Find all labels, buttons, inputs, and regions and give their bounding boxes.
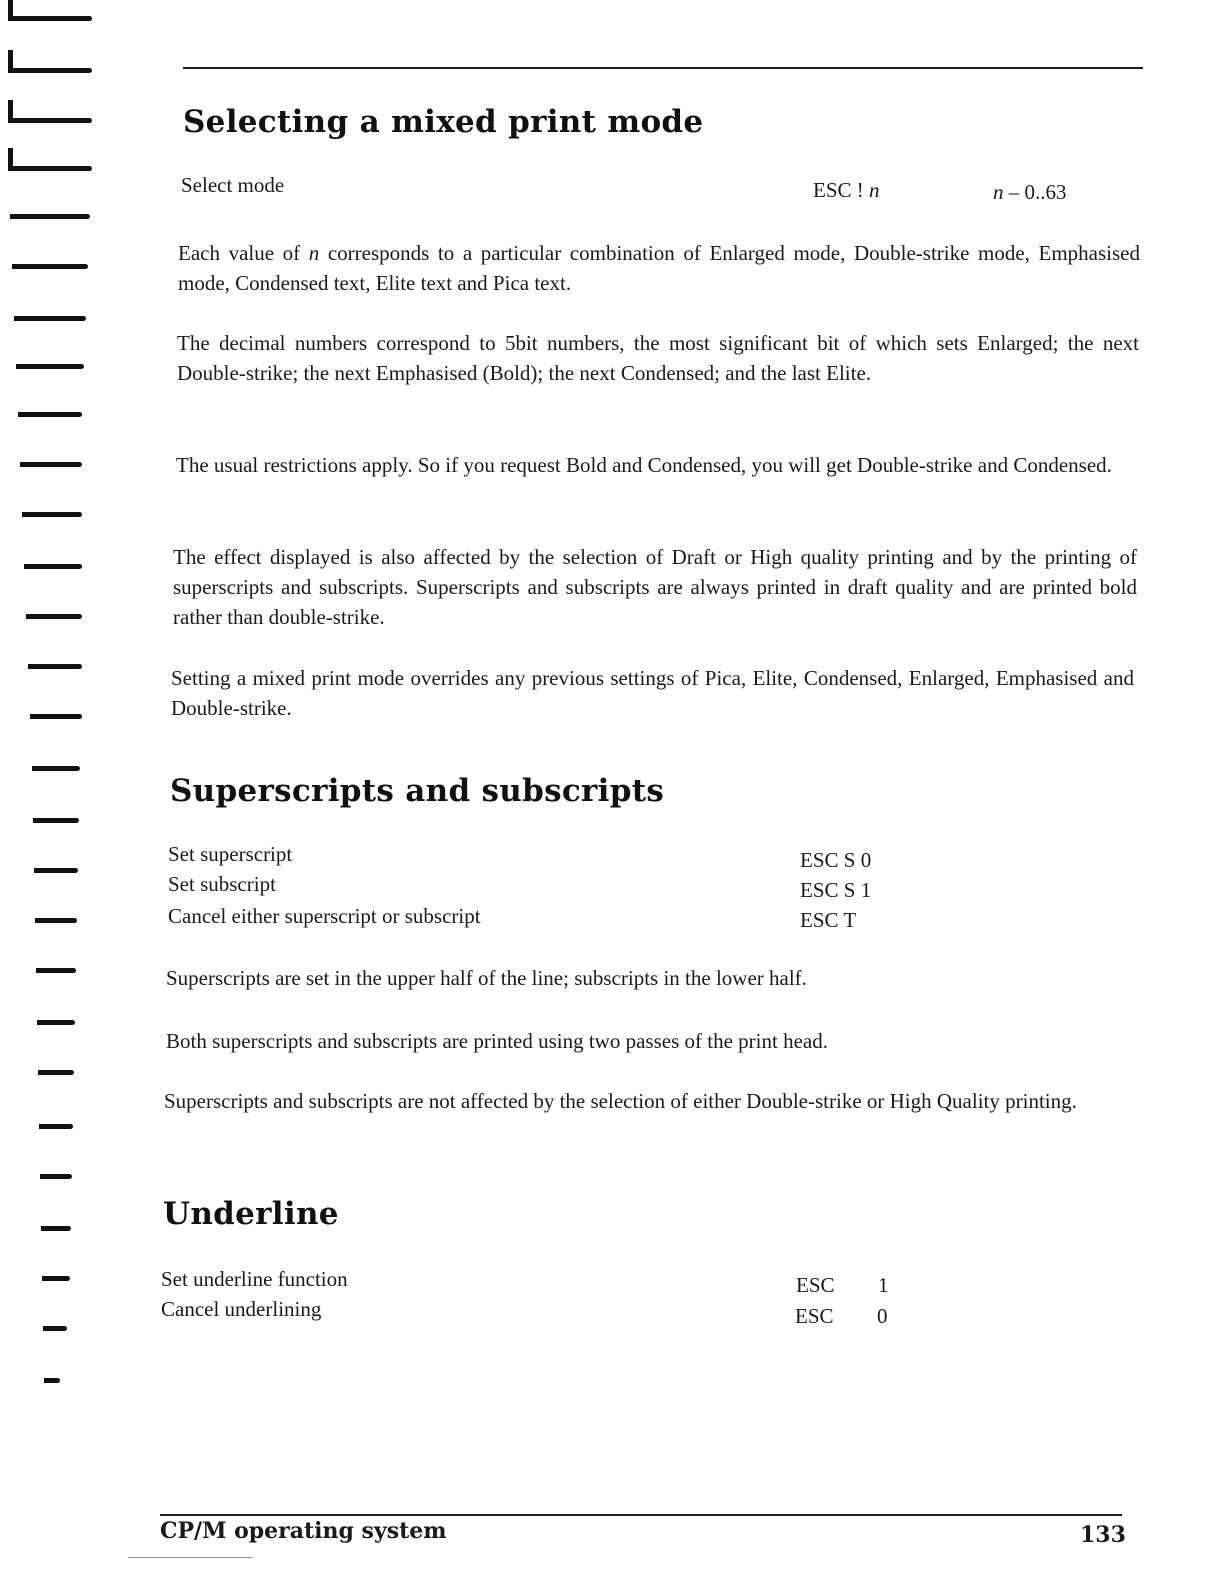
binding-tick [42,1276,70,1281]
command-label: Set superscript [168,842,293,866]
binding-tick [18,412,82,417]
command-label: Set underline function [161,1267,348,1291]
command-code: ESC T [800,908,857,932]
binding-tick [8,166,92,171]
paragraph: The effect displayed is also affected by the selection of Draft or High quality printing and by the printing of superscripts and subscripts. Superscripts and subscripts are always printed in draft quality and are printed bold rather than double-strike. [173,545,1137,629]
paragraph: Setting a mixed print mode overrides any previous settings of Pica, Elite, Condensed, Enlarged, Emphasised and Double-strike. [171,666,1134,720]
footer-rule [160,1514,1122,1516]
paragraph: Both superscripts and subscripts are printed using two passes of the print head. [166,1029,828,1053]
binding-tick [39,1124,73,1129]
binding-tick [16,364,84,369]
command-code [813,178,880,203]
binding-tick [8,118,92,123]
paragraph: Superscripts and subscripts are not affected by the selection of either Double-strike or High Quality printing. [164,1089,1077,1113]
command-range [993,180,1067,205]
footer-title: CP/M operating system [160,1518,447,1544]
binding-tick [30,714,82,719]
heading-mixed-print-mode: Selecting a mixed print mode [183,104,704,140]
paragraph: The usual restrictions apply. So if you request Bold and Condensed, you will get Double-strike and Condensed. [176,453,1112,477]
binding-tick [32,766,80,771]
page-number: 133 [1080,1522,1126,1548]
binding-tick [35,918,77,923]
paragraph-var: n [308,241,320,265]
header-rule [183,67,1143,69]
command-code-prefix: ESC ! [813,178,870,202]
binding-tick [37,1020,75,1025]
command-code: ESC S 1 [800,878,872,902]
footer-underline [128,1557,253,1558]
binding-tick [28,664,82,669]
binding-tick [22,512,82,517]
binding-tick [41,1226,71,1231]
command-label: Cancel underlining [161,1297,322,1321]
command-label: Select mode [181,173,285,197]
command-code: ESC [796,1273,835,1297]
paragraph [178,238,1140,298]
binding-tick [12,264,88,269]
command-label: Cancel either superscript or subscript [168,904,481,928]
binding-tick [33,818,79,823]
binding-tick [38,1070,74,1075]
binding-tick [20,462,82,467]
command-value: 0 [877,1304,888,1328]
binding-tick [8,68,92,73]
command-label: Set subscript [168,872,276,896]
binding-tick [40,1174,72,1179]
binding-tick [10,214,90,219]
binding-tick [34,868,78,873]
binding-tick [26,614,82,619]
heading-underline: Underline [163,1196,339,1232]
binding-tick [44,1378,60,1383]
binding-edge [0,0,100,1584]
heading-superscripts-subscripts: Superscripts and subscripts [170,773,665,809]
range-values: – 0..63 [1003,180,1067,204]
command-code: ESC S 0 [800,848,872,872]
paragraph-start: Each value of [178,241,309,265]
binding-tick [24,564,82,569]
command-value: 1 [878,1273,889,1297]
command-code-var: n [869,178,880,202]
paragraph: The decimal numbers correspond to 5bit numbers, the most significant bit of which sets Enlarged; the next Double-strike; the next Emphasised (Bold); the next Condensed; and the last Elite. [177,331,1139,385]
binding-tick [36,968,76,973]
paragraph-end: corresponds to a particular combination of Enlarged mode, Double-strike mode, Emphasised mode, Condensed text, Elite text and Pica text. [178,241,1140,295]
range-var: n [993,180,1004,204]
binding-tick [14,316,86,321]
command-code: ESC [795,1304,834,1328]
paragraph: Superscripts are set in the upper half of the line; subscripts in the lower half. [166,966,807,990]
binding-tick [43,1326,67,1331]
binding-tick [8,16,92,21]
